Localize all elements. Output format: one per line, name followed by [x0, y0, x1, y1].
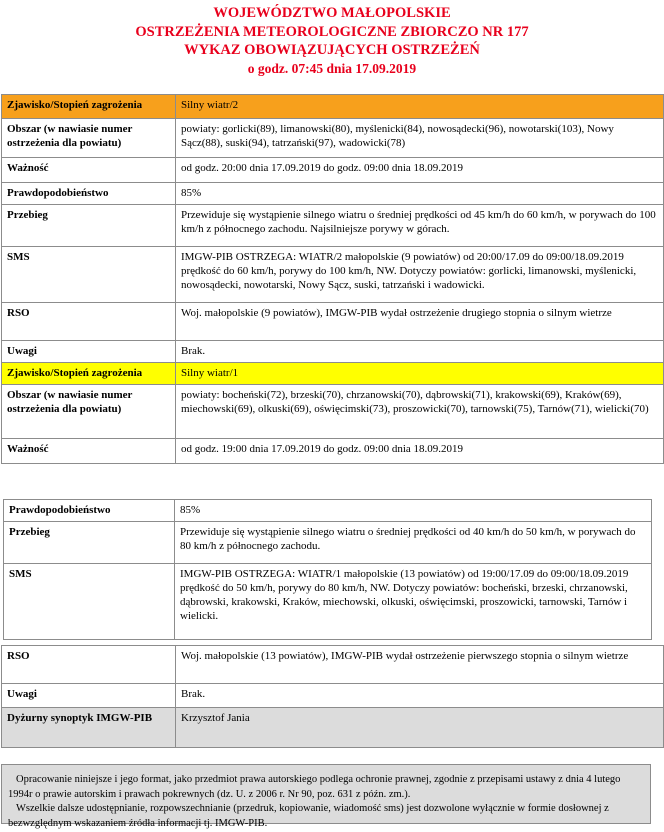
warning2-rso-row: [2, 646, 664, 684]
warning2-sms-label: SMS: [4, 564, 175, 640]
warnings-table-part2: [3, 499, 652, 640]
warning2-phenomenon-label: Zjawisko/Stopień zagrożenia: [2, 363, 176, 385]
warning1-rso-label: RSO: [2, 303, 176, 341]
warning1-validity-label: Ważność: [2, 158, 176, 183]
warning2-area-label: Obszar (w nawiasie numer ostrzeżenia dla powiatu): [2, 385, 176, 439]
warning1-validity-value: od godz. 20:00 dnia 17.09.2019 do godz. 09:00 dnia 18.09.2019: [176, 158, 664, 183]
duty-forecaster-name: Krzysztof Jania: [176, 708, 664, 748]
warning2-phenomenon-row: [2, 363, 664, 385]
warning2-validity-label: Ważność: [2, 439, 176, 464]
warning2-area-row: [2, 385, 664, 439]
warning1-course-label: Przebieg: [2, 205, 176, 247]
copyright-notice: [1, 764, 651, 829]
warning2-rso-label: RSO: [2, 646, 176, 684]
warning2-rso-value: Woj. małopolskie (13 powiatów), IMGW-PIB wydał ostrzeżenie pierwszego stopnia o silnym wietrze: [176, 646, 664, 684]
issue-time: o godz. 07:45 dnia 17.09.2019: [247, 60, 417, 76]
warning2-probability-row: [4, 500, 652, 522]
duty-forecaster-row: [2, 708, 664, 748]
warnings-table-part1: [1, 94, 664, 464]
bulletin-title: OSTRZEŻENIA METEOROLOGICZNE ZBIORCZO NR 177: [135, 23, 529, 40]
warning1-area-row: [2, 119, 664, 158]
warning1-sms-value: IMGW-PIB OSTRZEGA: WIATR/2 małopolskie (9 powiatów) od 20:00/17.09 do 09:00/18.09.2019 prędkość do 60 km/h, porywy do 100 km/h, NW. Dotyczy powiatów: gorlicki, limanowski, myślenicki, nowosądecki, nowotarski, Nowy Sącz, suski, tatrzański i wadowicki.: [176, 247, 664, 303]
warning1-probability-label: Prawdopodobieństwo: [2, 183, 176, 205]
copyright-paragraph: Opracowanie niniejsze i jego format, jako przedmiot prawa autorskiego podlega ochronie prawnej, zgodnie z przepisami ustawy z dnia 4 lutego 1994r o prawie autorskim i prawach pokrewnych (dz. U. z 2006 r. Nr 90, poz. 631 z późn. zm.).: [8, 774, 621, 800]
warning1-rso-row: [2, 303, 664, 341]
warning2-validity-value: od godz. 19:00 dnia 17.09.2019 do godz. 09:00 dnia 18.09.2019: [176, 439, 664, 464]
warning2-remarks-row: [2, 684, 664, 708]
warning1-course-value: Przewiduje się wystąpienie silnego wiatru o średniej prędkości od 45 km/h do 60 km/h, w porywach do 100 km/h z północnego zachodu. Najsilniejsze porywy w górach.: [176, 205, 664, 247]
warning2-course-label: Przebieg: [4, 522, 175, 564]
warning2-probability-label: Prawdopodobieństwo: [4, 500, 175, 522]
warning2-sms-value: IMGW-PIB OSTRZEGA: WIATR/1 małopolskie (13 powiatów) od 19:00/17.09 do 09:00/18.09.2019 prędkość do 50 km/h, porywy do 80 km/h, NW. Dotyczy powiatów: bocheński, brzeski, chrzanowski, dąbrowski, krakowski, Kraków, miechowski, olkuski, oświęcimski, proszowicki, tarnowski, Tarnów i wielicki.: [175, 564, 652, 640]
warning1-phenomenon-label: Zjawisko/Stopień zagrożenia: [2, 95, 176, 119]
warning1-course-row: [2, 205, 664, 247]
warning1-remarks-label: Uwagi: [2, 341, 176, 363]
warning1-probability-value: 85%: [176, 183, 664, 205]
region-title: WOJEWÓDZTWO MAŁOPOLSKIE: [213, 5, 451, 21]
warning1-area-value: powiaty: gorlicki(89), limanowski(80), myślenicki(84), nowosądecki(96), nowotarski(103), Nowy Sącz(88), suski(94), tatrzański(97), wadowicki(78): [176, 119, 664, 158]
warning1-area-label: Obszar (w nawiasie numer ostrzeżenia dla powiatu): [2, 119, 176, 158]
warning2-remarks-value: Brak.: [176, 684, 664, 708]
warning1-probability-row: [2, 183, 664, 205]
warning2-area-value: powiaty: bocheński(72), brzeski(70), chrzanowski(70), dąbrowski(71), krakowski(69), Kraków(69), miechowski(69), olkuski(69), oświęcimski(73), proszowicki(70), tarnowski(75), Tarnów(71), wielicki(70): [176, 385, 664, 439]
warning2-validity-row: [2, 439, 664, 464]
warning2-phenomenon-value: Silny wiatr/1: [176, 363, 664, 385]
warning2-sms-row: [4, 564, 652, 640]
warning1-remarks-value: Brak.: [176, 341, 664, 363]
warning1-phenomenon-row: [2, 95, 664, 119]
warning2-probability-value: 85%: [175, 500, 652, 522]
warning1-phenomenon-value: Silny wiatr/2: [176, 95, 664, 119]
distribution-paragraph: Wszelkie dalsze udostępnianie, rozpowszechnianie (przedruk, kopiowanie, wiadomość sms) jest dozwolone wyłącznie w formie dosłownej z bezwzględnym wskazaniem źródła informacji tj. IMGW-PIB.: [8, 803, 609, 829]
list-title: WYKAZ OBOWIĄZUJĄCYCH OSTRZEŻEŃ: [184, 42, 480, 58]
warning1-sms-label: SMS: [2, 247, 176, 303]
warnings-table-part3: [1, 645, 664, 748]
document-header: [0, 4, 664, 78]
warning1-validity-row: [2, 158, 664, 183]
warning2-course-value: Przewiduje się wystąpienie silnego wiatru o średniej prędkości od 40 km/h do 50 km/h, w porywach do 80 km/h z północnego zachodu.: [175, 522, 652, 564]
warning1-sms-row: [2, 247, 664, 303]
warning1-remarks-row: [2, 341, 664, 363]
warning2-remarks-label: Uwagi: [2, 684, 176, 708]
warning1-rso-value: Woj. małopolskie (9 powiatów), IMGW-PIB wydał ostrzeżenie drugiego stopnia o silnym wietrze: [176, 303, 664, 341]
duty-forecaster-label: Dyżurny synoptyk IMGW-PIB: [2, 708, 176, 748]
warning2-course-row: [4, 522, 652, 564]
